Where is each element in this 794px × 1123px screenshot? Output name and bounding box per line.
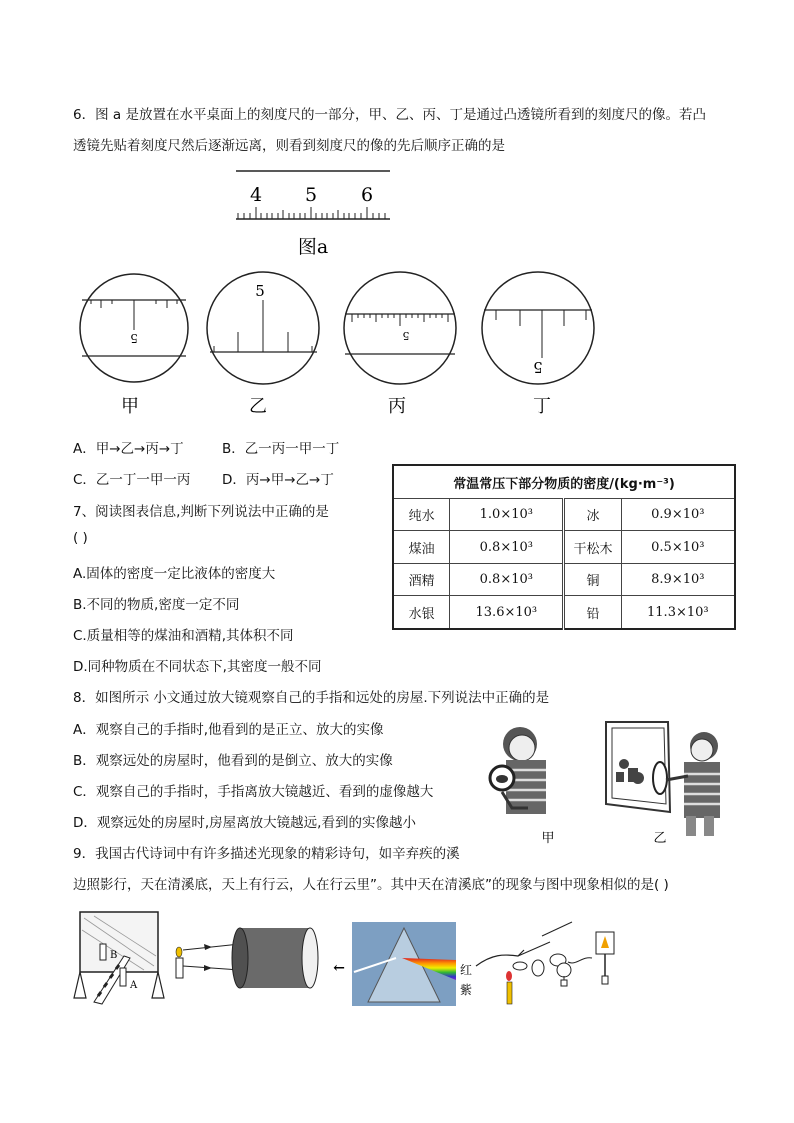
table-cell: 13.6×10³ xyxy=(450,596,564,629)
pinhole-camera-experiment xyxy=(176,928,346,988)
view-ding-number: 5 xyxy=(533,358,543,376)
q8-option-d: D．观察远处的房屋时,房屋离放大镜越远,看到的实像越小 xyxy=(73,815,416,831)
figure-a-caption: 图a xyxy=(297,236,329,258)
density-table-title: 常温常压下部分物质的密度/(kg·m⁻³) xyxy=(393,465,735,499)
prism-dispersion xyxy=(352,922,456,1006)
view-jia-label: 甲 xyxy=(121,396,139,417)
table-row xyxy=(393,596,735,629)
table-cell: 酒精 xyxy=(393,563,450,595)
q8-option-a: A．观察自己的手指时,他看到的是正立、放大的实像 xyxy=(73,722,384,738)
plane-mirror-experiment xyxy=(74,912,164,1004)
table-cell: 铜 xyxy=(564,563,621,595)
table-cell: 干松木 xyxy=(564,531,621,563)
q6-option-c: C．乙一丁一甲一丙 xyxy=(73,472,191,488)
label-a: A xyxy=(130,980,138,991)
q9-stem-line1: 9．我国古代诗词中有许多描述光现象的精彩诗句，如辛弃疾的溪 xyxy=(73,846,460,862)
view-ding-label: 丁 xyxy=(533,396,551,417)
table-cell: 0.5×10³ xyxy=(621,531,735,563)
lens-views-figure xyxy=(72,268,612,420)
q6-stem-line2: 透镜先贴着刻度尺然后逐渐远离，则看到刻度尺的像的先后顺序正确的是 xyxy=(73,138,505,154)
q7-stem: 7、阅读图表信息,判断下列说法中正确的是 xyxy=(73,504,329,520)
ruler-label-6: 6 xyxy=(360,184,374,206)
view-yi-label: 乙 xyxy=(249,396,267,417)
figure-label-jia: 甲 xyxy=(541,831,555,846)
table-cell: 0.9×10³ xyxy=(621,499,735,531)
label-red: 红 xyxy=(460,963,473,977)
view-jia xyxy=(80,274,188,417)
q9-stem-line2: 边照影行，天在清溪底，天上有行云，人在行云里”。其中天在清溪底”的现象与图中现象相似的是( ) xyxy=(73,877,669,893)
table-cell: 0.8×10³ xyxy=(450,531,564,563)
figure-label-yi: 乙 xyxy=(653,831,667,846)
table-cell: 1.0×10³ xyxy=(450,499,564,531)
ruler-label-5: 5 xyxy=(304,184,318,206)
q9-figures xyxy=(72,906,652,1010)
q6-stem-line1: 6．图 a 是放置在水平桌面上的刻度尺的一部分，甲、乙、丙、丁是通过凸透镜所看到的刻度尺的像。若凸 xyxy=(73,107,706,123)
q6-option-b: B．乙一丙一甲一丁 xyxy=(222,441,340,457)
view-bing xyxy=(344,272,456,417)
view-ding xyxy=(482,272,594,417)
table-cell: 纯水 xyxy=(393,499,450,531)
table-row xyxy=(393,499,735,531)
q7-option-c: C.质量相等的煤油和酒精,其体积不同 xyxy=(73,628,294,644)
q8-option-b: B．观察远处的房屋时，他看到的是倒立、放大的实像 xyxy=(73,753,393,769)
table-row xyxy=(393,531,735,563)
label-b: B xyxy=(110,950,118,961)
table-cell: 0.8×10³ xyxy=(450,563,564,595)
inverted-candle-image-icon: ↓ xyxy=(330,962,346,974)
view-bing-label: 丙 xyxy=(388,396,406,417)
view-bing-number: 5 xyxy=(402,329,410,342)
table-cell: 铅 xyxy=(564,596,621,629)
q7-option-b: B.不同的物质,密度一定不同 xyxy=(73,597,240,613)
q8-option-c: C．观察自己的手指时，手指离放大镜越近、看到的虚像越大 xyxy=(73,784,434,800)
boy-looking-at-house xyxy=(606,722,720,846)
q7-answer-blank: ( ) xyxy=(73,530,88,546)
table-cell: 煤油 xyxy=(393,531,450,563)
view-yi xyxy=(207,272,319,417)
magnifier-figure xyxy=(478,716,724,850)
q6-option-a: A．甲→乙→丙→丁 xyxy=(73,441,184,457)
boy-looking-at-finger xyxy=(490,727,555,846)
ruler-figure-a xyxy=(230,168,400,262)
label-violet: 紫 xyxy=(460,983,473,997)
table-cell: 水银 xyxy=(393,596,450,629)
q7-option-d: D.同种物质在不同状态下,其密度一般不同 xyxy=(73,659,322,675)
view-yi-number: 5 xyxy=(255,282,265,300)
density-table xyxy=(392,464,736,630)
q6-option-d: D．丙→甲→乙→丁 xyxy=(222,472,334,488)
light-straight-line-experiment xyxy=(460,922,614,1004)
table-cell: 冰 xyxy=(564,499,621,531)
view-jia-number: 5 xyxy=(130,331,138,345)
table-row xyxy=(393,563,735,595)
table-cell: 11.3×10³ xyxy=(621,596,735,629)
q7-option-a: A.固体的密度一定比液体的密度大 xyxy=(73,566,276,582)
table-cell: 8.9×10³ xyxy=(621,563,735,595)
ruler-label-4: 4 xyxy=(249,184,263,206)
q8-stem: 8．如图所示 小文通过放大镜观察自己的手指和远处的房屋.下列说法中正确的是 xyxy=(73,690,550,706)
